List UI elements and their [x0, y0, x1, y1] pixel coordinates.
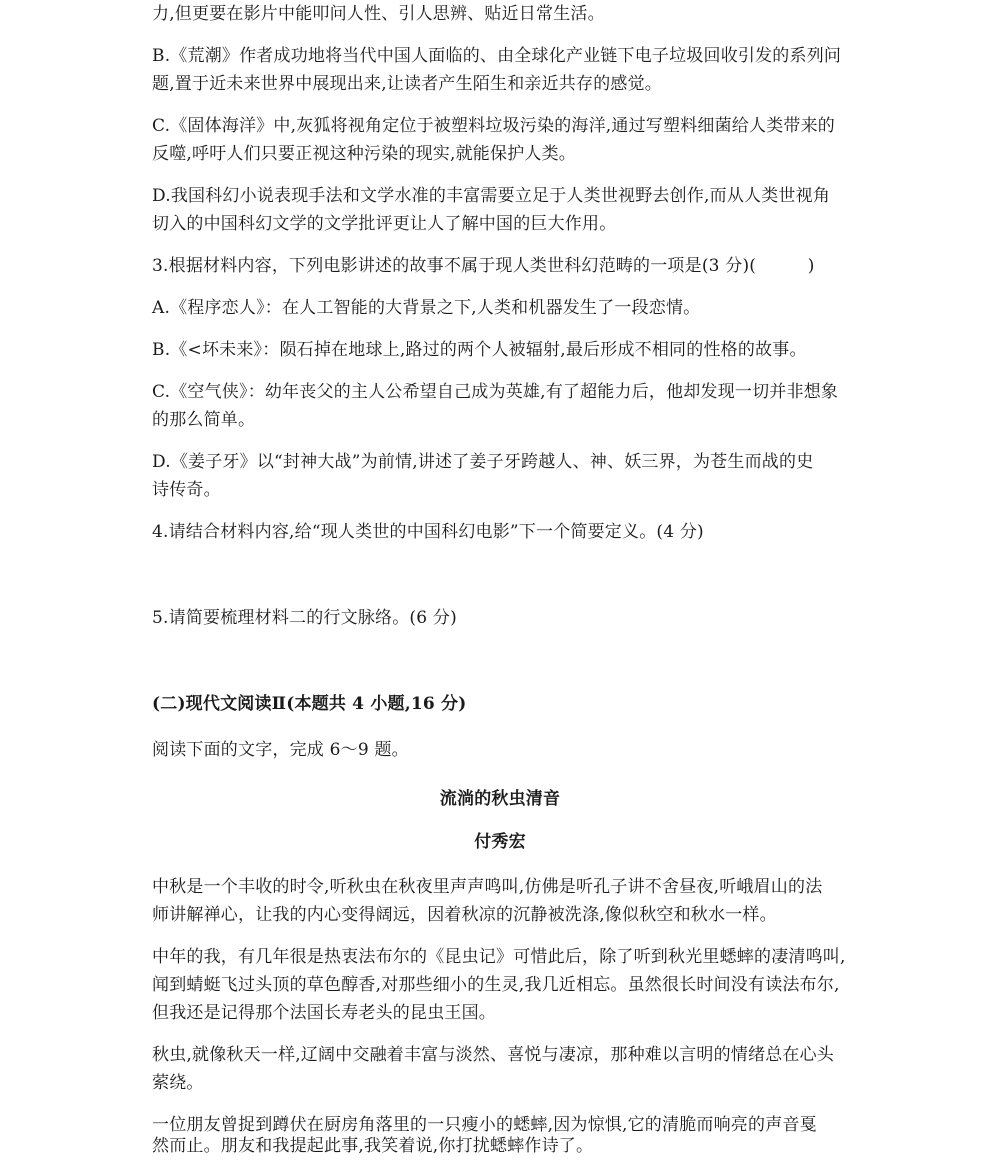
option-c-line-2: 反噬,呼吁人们只要正视这种污染的现实,就能保护人类。 [152, 144, 577, 164]
article-author: 付秀宏 [474, 832, 526, 852]
question-3: 3.根据材料内容，下列电影讲述的故事不属于现人类世科幻范畴的一项是(3 分)( ) [152, 256, 815, 276]
paragraph-3-line-1: 秋虫,就像秋天一样,辽阔中交融着丰富与淡然、喜悦与凄凉，那种难以言明的情绪总在心头 [152, 1045, 835, 1065]
section-heading: (二)现代文阅读Ⅱ(本题共 4 小题,16 分) [152, 694, 467, 714]
paragraph-1-line-2: 师讲解禅心，让我的内心变得阔远，因着秋凉的沉静被洗涤,像似秋空和秋水一样。 [152, 905, 777, 925]
q3-option-b: B.《<坏未来》：陨石掉在地球上,路过的两个人被辐射,最后形成不相同的性格的故事。 [152, 340, 807, 360]
q3-option-c-line-1: C.《空气侠》：幼年丧父的主人公希望自己成为英雄,有了超能力后，他却发现一切并非想象 [152, 382, 839, 402]
paragraph-2-line-2: 闻到蜻蜓飞过头顶的草色醇香,对那些细小的生灵,我几近相忘。虽然很长时间没有读法布尔, [152, 975, 840, 995]
reading-instruction: 阅读下面的文字，完成 6～9 题。 [152, 740, 409, 760]
paragraph-4-line-1: 一位朋友曾捉到蹲伏在厨房角落里的一只瘦小的蟋蟀,因为惊惧,它的清脆而响亮的声音戛 [152, 1115, 817, 1135]
option-d-line-1: D.我国科幻小说表现手法和文学水准的丰富需要立足于人类世视野去创作,而从人类世视角 [152, 186, 831, 206]
paragraph-1-line-1: 中秋是一个丰收的时令,听秋虫在秋夜里声声鸣叫,仿佛是听孔子讲不舍昼夜,听峨眉山的法 [152, 877, 823, 897]
q3-option-d-line-2: 诗传奇。 [152, 480, 221, 500]
option-b-line-1: B.《荒潮》作者成功地将当代中国人面临的、由全球化产业链下电子垃圾回收引发的系列问 [152, 46, 842, 66]
paragraph-2-line-3: 但我还是记得那个法国长寿老头的昆虫王国。 [152, 1003, 496, 1023]
text-line: 力,但更要在影片中能叩问人性、引人思辨、贴近日常生活。 [152, 4, 605, 24]
q3-option-a: A.《程序恋人》：在人工智能的大背景之下,人类和机器发生了一段恋情。 [152, 298, 701, 318]
paragraph-3-line-2: 萦绕。 [152, 1073, 204, 1093]
question-4: 4.请结合材料内容,给“现人类世的中国科幻电影”下一个简要定义。(4 分) [152, 522, 704, 542]
option-c-line-1: C.《固体海洋》中,灰狐将视角定位于被塑料垃圾污染的海洋,通过写塑料细菌给人类带来的 [152, 116, 836, 136]
q3-option-c-line-2: 的那么简单。 [152, 410, 256, 430]
paragraph-2-line-1: 中年的我，有几年很是热衷法布尔的《昆虫记》可惜此后，除了听到秋光里蟋蟀的凄清鸣叫, [152, 947, 846, 967]
paragraph-4-line-2: 然而止。朋友和我提起此事,我笑着说,你打扰蟋蟀作诗了。 [152, 1136, 594, 1156]
q3-option-d-line-1: D.《姜子牙》以“封神大战”为前情,讲述了姜子牙跨越人、神、妖三界，为苍生而战的史 [152, 452, 814, 472]
option-d-line-2: 切入的中国科幻文学的文学批评更让人了解中国的巨大作用。 [152, 214, 617, 234]
question-5: 5.请简要梳理材料二的行文脉络。(6 分) [152, 608, 457, 628]
option-b-line-2: 题,置于近未来世界中展现出来,让读者产生陌生和亲近共存的感觉。 [152, 74, 663, 94]
article-title: 流淌的秋虫清音 [439, 789, 561, 809]
